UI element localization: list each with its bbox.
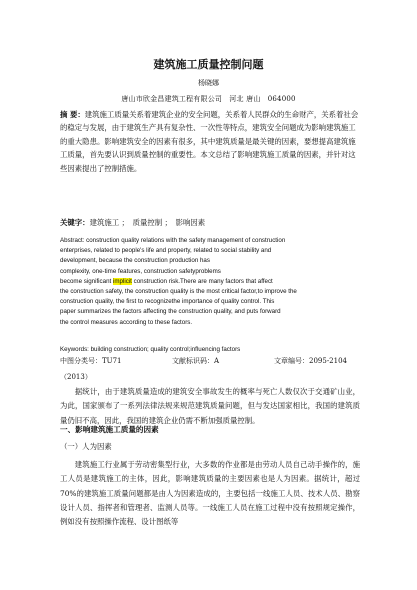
author-name: 杨晓娜: [198, 79, 219, 87]
article-number: 文章编号：2095-2104: [274, 357, 347, 365]
abstract-english-text: Abstract: construction quality relations with the safety management of construction: [60, 237, 286, 244]
abstract-english-text: enterprises, related to people's life and property, related to social stability and: [60, 247, 272, 255]
abstract-english-text: development, because the construction production has: [60, 257, 210, 265]
abstract-english-line: [60, 297, 360, 307]
paper-title: 建筑施工质量控制问题: [153, 58, 264, 71]
abstract-english-text: the construction safety, the construction quality is the most critical factor,to improve the: [60, 288, 297, 296]
abstract-english-text: construction risk.There are many factors that affect: [131, 277, 273, 285]
subsection-heading: （一）人为因素: [60, 442, 112, 451]
intro-paragraph: 据统计，由于建筑质量造成的建筑安全事故发生的概率与死亡人数仅次于交通矿山业，为此，国家颁布了一系列法律法规来规范建筑质量问题，但与发达国家相比，我国的建筑质量仍旧不高，因此，我国的建筑企业仍需不断加强质量控制。: [60, 387, 360, 425]
body-paragraph: 建筑施工行业属于劳动密集型行业，大多数的作业都是由劳动人员自己动手操作的，施工人员是建筑施工的主体，因此，影响建筑质量的主要因素也是人为因素。据统计，超过70%的建筑施工质量问题都是由人为因素造成的，主要包括一线施工人员、技术人员、勘察设计人员、指挥者和管理者、监测人员等。一线施工人员在施工过程中没有按照规定操作，例如没有按照操作流程、设计图纸等: [60, 460, 360, 527]
section-heading: 一、影响建筑施工质量的因素: [60, 425, 159, 434]
document-code: 文献标识码：A: [172, 357, 220, 365]
abstract-english-line: [60, 287, 360, 297]
abstract-english-line: [60, 267, 360, 277]
abstract-english-line: [60, 236, 360, 246]
abstract-english-line: [60, 256, 360, 266]
abstract-english: [60, 236, 360, 328]
clc-number: 中图分类号：TU71: [60, 357, 122, 365]
abstract-english-text: paper summarizes the factors affecting the construction quality, and puts forward: [60, 308, 281, 316]
abstract-chinese-text: 建筑施工质量关系着建筑企业的安全问题，关系着人民群众的生命财产，关系着社会的稳定与发展，由于建筑生产具有复杂性、一次性等特点，建筑安全问题成为影响建筑施工的重大隐患。影响建筑安全的因素有很多，其中建筑质量是最关键的因素，要想提高建筑施工质量，首先要认识到质量控制的重要性。本文总结了影响建筑施工质量的因素，并针对这些因素提出了控制措施。: [60, 110, 359, 173]
keywords-chinese: [60, 217, 205, 228]
abstract-english-text: become significant: [60, 277, 113, 285]
abstract-chinese-label: 摘 要：: [60, 110, 85, 119]
abstract-english-text: complexity, one-time features, construction safetyproblems: [60, 267, 221, 275]
abstract-chinese: [60, 108, 360, 175]
author-affiliation: 唐山市欣金昌建筑工程有限公司 河北 唐山 064000: [121, 95, 296, 103]
abstract-english-text: construction quality, the first to recognizethe importance of quality control. This: [60, 298, 275, 306]
highlighted-word: implicit: [112, 277, 132, 285]
abstract-english-line: [60, 318, 360, 328]
abstract-english-line: [60, 246, 360, 256]
keywords-english: Keywords: building construction; quality control;influencing factors: [60, 346, 241, 353]
abstract-english-text: the control measures according to these factors.: [60, 318, 193, 326]
keywords-chinese-text: 建筑施工 ； 质量控制 ； 影响因素: [89, 218, 206, 227]
keywords-chinese-label: 关键字：: [60, 218, 90, 227]
publication-year: （2013）: [60, 373, 92, 381]
abstract-english-line: [60, 307, 360, 317]
abstract-english-line: [60, 277, 360, 287]
